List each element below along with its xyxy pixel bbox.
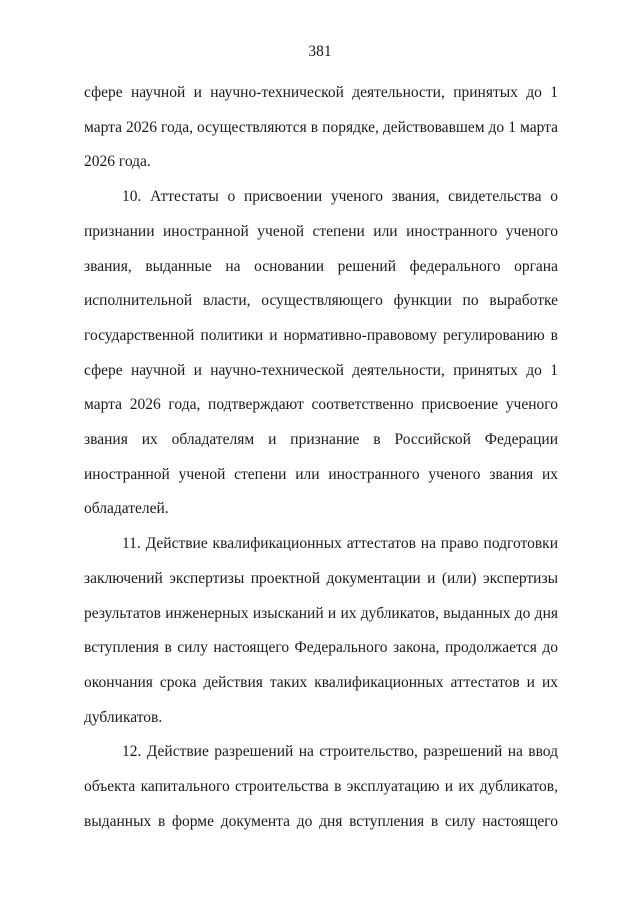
page-number: 381: [308, 43, 332, 60]
paragraph-12: 12. Действие разрешений на строительство, разрешений на ввод объекта капитального строительства в эксплуатацию и их дубликатов, выданных в форме документа до дня вступления в силу настоящего: [84, 743, 558, 830]
paragraph-10: 10. Аттестаты о присвоении ученого звания, свидетельства о признании иностранной ученой степени или иностранного ученого звания, выданные на основании решений федерального органа исполнительной власти, осуществляющего функции по выработке государственной политики и нормативно-правовому регулированию в сфере научной и научно-технической деятельности, принятых до 1 марта 2026 года, подтверждают соответственно присвоение ученого звания их обладателям и признание в Российской Федерации иностранной ученой степени или иностранного ученого звания их обладателей.: [84, 188, 558, 518]
paragraph-11: 11. Действие квалификационных аттестатов на право подготовки заключений экспертизы проектной документации и (или) экспертизы результатов инженерных изысканий и их дубликатов, выданных до дня вступления в силу настоящего Федерального закона, продолжается до окончания срока действия таких квалификационных аттестатов и их дубликатов.: [84, 535, 558, 726]
paragraph-continuation: сфере научной и научно-технической деятельности, принятых до 1 марта 2026 года, осуществляются в порядке, действовавшем до 1 марта 2026 года.: [84, 84, 558, 171]
document-body: [84, 76, 558, 839]
